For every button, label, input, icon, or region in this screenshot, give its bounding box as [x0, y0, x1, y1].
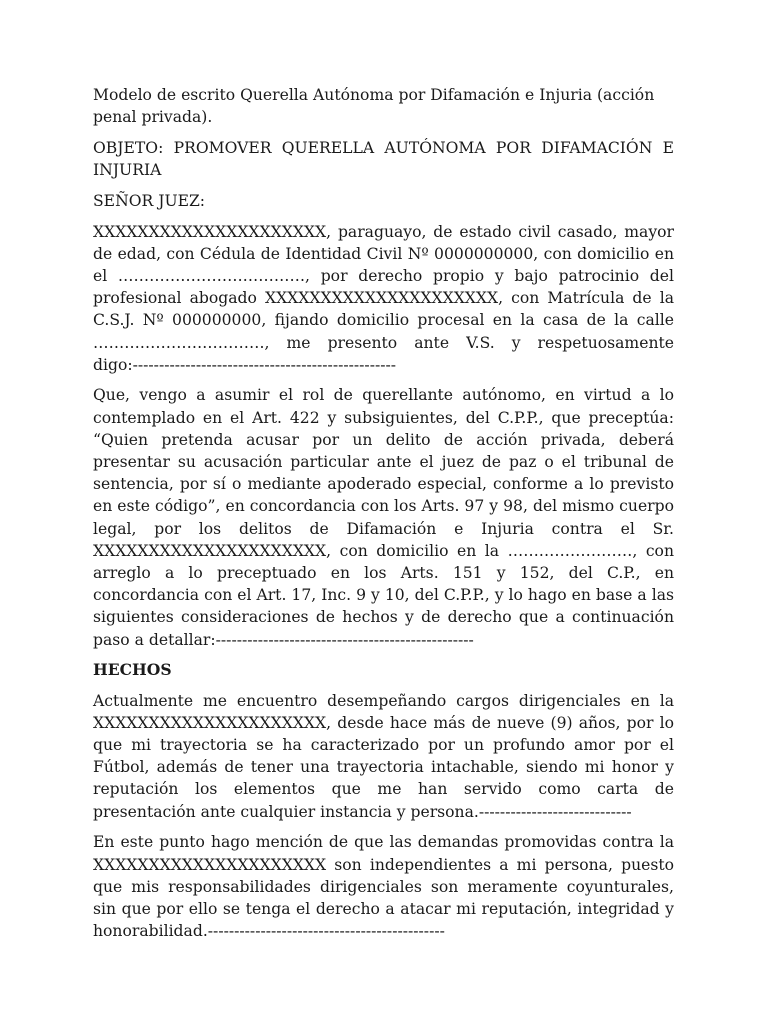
- document-page: [93, 84, 674, 951]
- salutation: SEÑOR JUEZ:: [93, 191, 206, 210]
- paragraph-text: Actualmente me encuentro desempeñando cargos dirigenciales en la XXXXXXXXXXXXXXXXXXXXX, desde hace más de nueve (9) años, por lo que mi trayectoria se ha caracterizado por un profundo amor por el Fútbol, además de tener una trayectoria intachable, siendo mi honor y reputación los elementos que me han servido como carta de presentación ante cualquier instancia y persona.: [93, 691, 674, 821]
- paragraph-text: En este punto hago mención de que las demandas promovidas contra la XXXXXXXXXXXXXXXXXXXXX son independientes a mi persona, puesto que mis responsabilidades dirigenciales son meramente coyunturales, sin que por ello se tenga el derecho a atacar mi reputación, integridad y honorabilidad.: [93, 833, 674, 941]
- document-title: Modelo de escrito Querella Autónoma por Difamación e Injuria (acción penal privada).: [93, 86, 655, 127]
- paragraph-identificacion: [93, 221, 674, 376]
- paragraph-text: XXXXXXXXXXXXXXXXXXXXX, paraguayo, de estado civil casado, mayor de edad, con Cédula de Identidad Civil Nº 0000000000, con domicilio en el ………………………………, por derecho propio y bajo patrocinio del profesional abogado XXXXXXXXXXXXXXXXXXXXX, con Matrícula de la C.S.J. Nº 000000000, fijando domicilio procesal en la casa de la calle ……………………………, me presento ante V.S. y respetuosamente digo:: [93, 222, 674, 374]
- paragraph-text: Que, vengo a asumir el rol de querellante autónomo, en virtud a lo contemplado en el Art. 422 y subsiguientes, del C.P.P., que preceptúa: “Quien pretenda acusar por un delito de acción privada, deberá presentar su acusación particular ante el juez de paz o el tribunal de sentencia, por sí o mediante apoderado especial, conforme a lo previsto en este código”, en concordancia con los Arts. 97 y 98, del mismo cuerpo legal, por los delitos de Difamación e Injuria contra el Sr. XXXXXXXXXXXXXXXXXXXXX, con domicilio en la ……………………, con arreglo a lo preceptuado en los Arts. 151 y 152, del C.P., en concordancia con el Art. 17, Inc. 9 y 10, del C.P.P., y lo hago en base a las siguientes consideraciones de hechos y de derecho que a continuación paso a detallar:: [93, 386, 674, 649]
- paragraph-hechos-1: [93, 690, 674, 823]
- paragraph-hechos-2: [93, 831, 674, 942]
- paragraph-fundamento: [93, 384, 674, 650]
- dash-filler: --------------------------------------------------: [132, 355, 397, 374]
- dash-filler: -----------------------------: [478, 802, 632, 821]
- dash-filler: -------------------------------------------------: [215, 630, 474, 649]
- dash-filler: ---------------------------------------------: [207, 922, 445, 941]
- objeto-line: OBJETO: PROMOVER QUERELLA AUTÓNOMA POR DIFAMACIÓN E INJURIA: [93, 138, 674, 180]
- section-heading-hechos: HECHOS: [93, 660, 172, 680]
